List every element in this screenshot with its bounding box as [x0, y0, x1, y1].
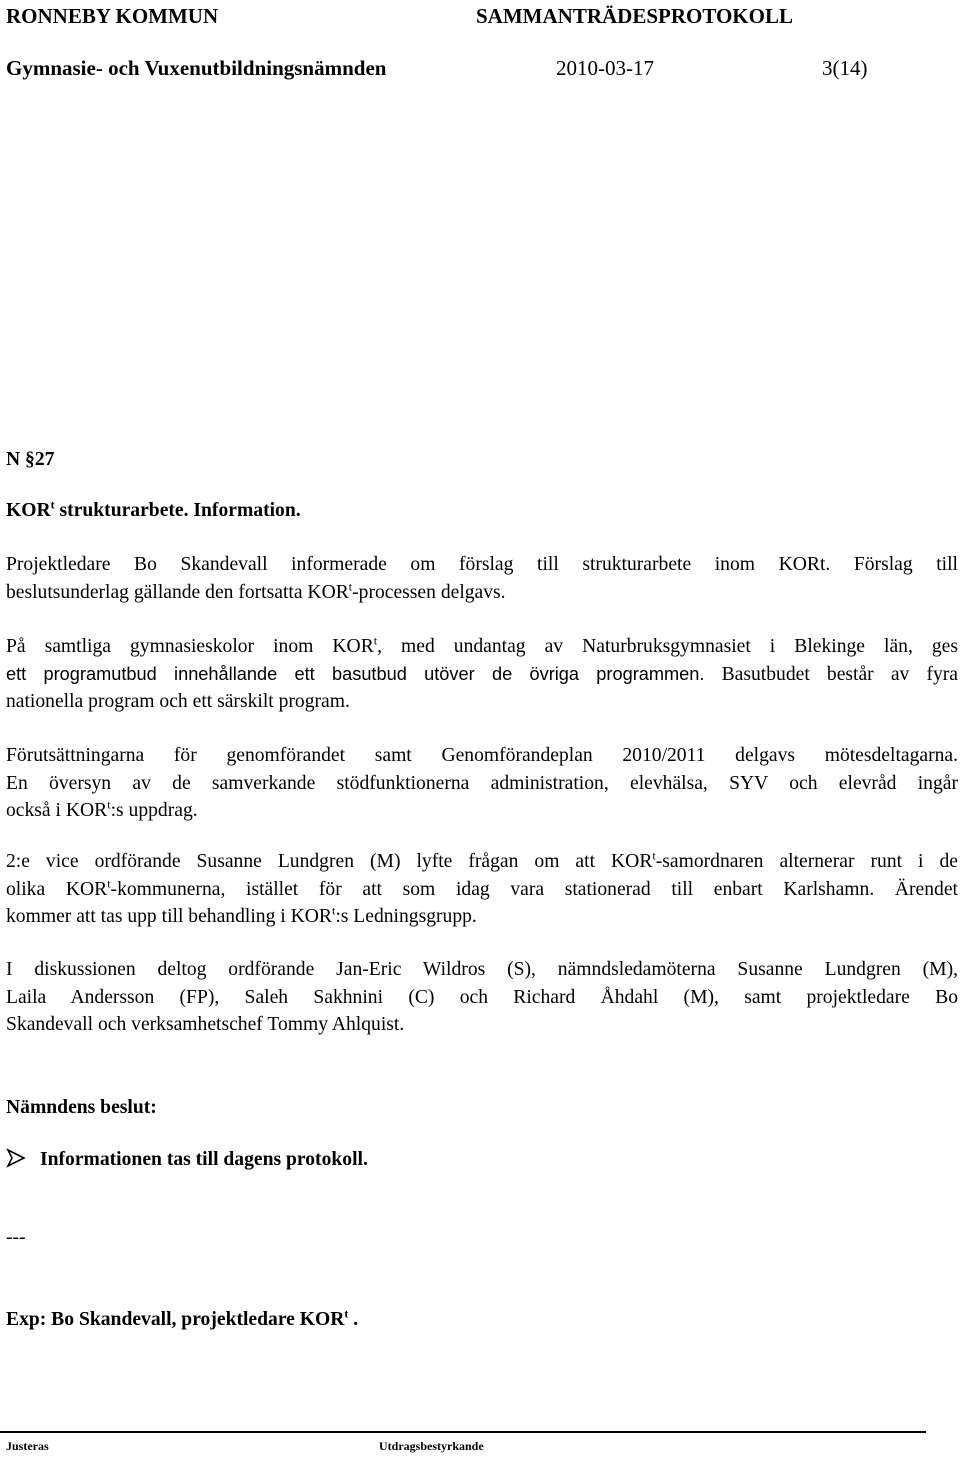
arrow-bullet-icon [6, 1148, 26, 1168]
text-line: Projektledare Bo Skandevall informerade om förslag till strukturarbete inom KORt. Förslag till [6, 554, 958, 575]
separator-dashes: --- [6, 1227, 26, 1248]
text-line: I diskussionen deltog ordförande Jan-Eric Wildros (S), nämndsledamöterna Susanne Lundgren (M), [6, 959, 958, 980]
text-line: beslutsunderlag gällande den fortsatta KOR$^t$-processen delgavs. [6, 578, 506, 603]
section-number: N §27 [6, 449, 55, 470]
paragraph-project-info [6, 551, 958, 606]
text-line: ett programutbud innehållande ett basutbud utöver de övriga programmen. Basutbudet består av fyra [6, 663, 958, 685]
text-line: nationella program och ett särskilt program. [6, 691, 350, 712]
text-line: 2:e vice ordförande Susanne Lundgren (M) lyfte frågan om att KOR$^t$-samordnaren alternerar runt i de [6, 848, 958, 872]
footer-divider [0, 1431, 926, 1433]
section-title: KOR$^t$ strukturarbete. Information. [6, 497, 301, 521]
text-line: också i KOR$^t$:s uppdrag. [6, 797, 198, 821]
text-line: Laila Andersson (FP), Saleh Sakhnini (C) och Richard Åhdahl (M), samt projektledare Bo [6, 986, 958, 1008]
footer-justeras: Justeras [6, 1439, 49, 1453]
decision-item: Informationen tas till dagens protokoll. [6, 1146, 368, 1174]
text-line: På samtliga gymnasieskolor inom KOR$^t$, med undantag av Naturbruksgymnasiet i Blekinge län, ges [6, 633, 958, 657]
text-line: kommer att tas upp till behandling i KOR$^t$:s Ledningsgrupp. [6, 903, 477, 927]
decision-heading: Nämndens beslut: [6, 1097, 157, 1118]
meeting-date: 2010-03-17 [556, 56, 654, 80]
text-line: olika KOR$^t$-kommunerna, istället för att som idag vara stationerad till enbart Karlshamn. Ärendet [6, 875, 958, 900]
text-line: En översyn av de samverkande stödfunktionerna administration, elevhälsa, SYV och elevråd ingår [6, 772, 958, 794]
committee-name: Gymnasie- och Vuxenutbildningsnämnden [6, 56, 387, 80]
expedition-line: Exp: Bo Skandevall, projektledare KOR$^t$ . [6, 1306, 359, 1330]
footer-utdragsbestyrkande: Utdragsbestyrkande [379, 1439, 484, 1453]
municipality-name: RONNEBY KOMMUN [6, 4, 219, 28]
paragraph-coordinator-question [6, 848, 958, 931]
text-line: Skandevall och verksamhetschef Tommy Ahlquist. [6, 1014, 405, 1035]
paragraph-discussion [6, 956, 958, 1039]
text-line: Förutsättningarna för genomförandet samt Genomförandeplan 2010/2011 delgavs mötesdeltagarna. [6, 745, 958, 766]
document-type: SAMMANTRÄDESPROTOKOLL [476, 4, 793, 28]
page-number: 3(14) [822, 56, 868, 80]
paragraph-implementation [6, 742, 958, 825]
paragraph-program-offer [6, 633, 958, 716]
